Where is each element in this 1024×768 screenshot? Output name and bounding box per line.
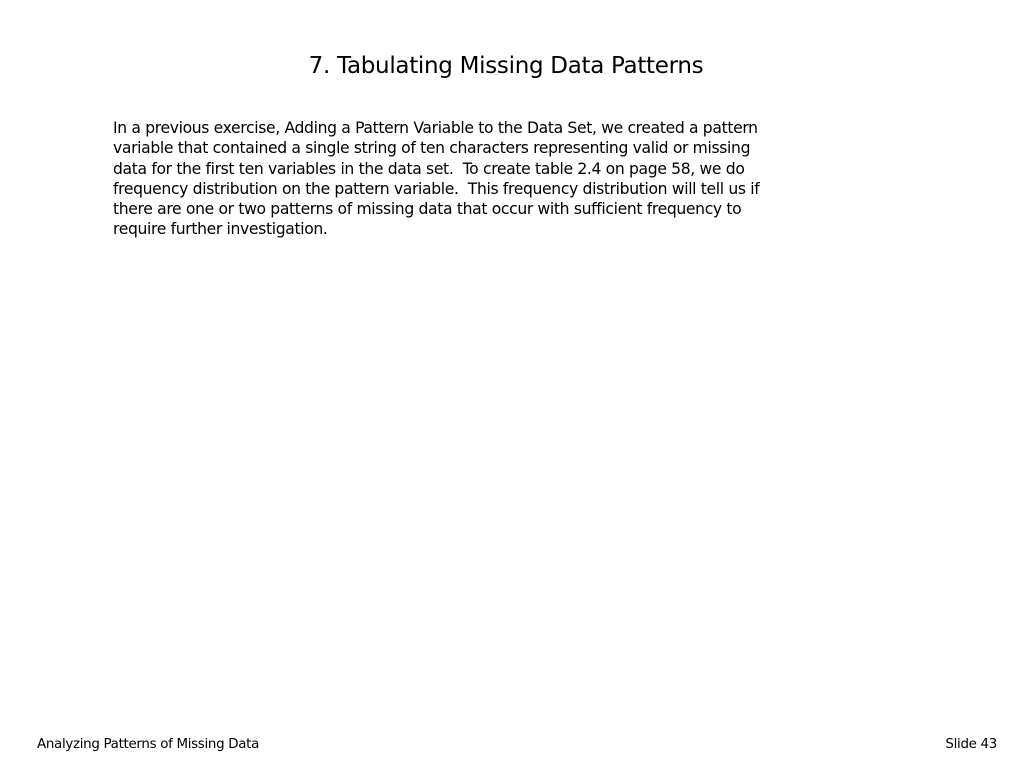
body-line: In a previous exercise, Adding a Pattern Variable to the Data Set, we created a pattern: [113, 119, 758, 137]
body-line: frequency distribution on the pattern variable. This frequency distribution will tell us if: [113, 179, 760, 198]
slide-title: 7. Tabulating Missing Data Patterns: [308, 53, 704, 79]
body-line: require further investigation.: [113, 220, 328, 239]
slide-body-paragraph: [113, 118, 923, 240]
body-line: data for the first ten variables in the data set. To create table 2.4 on page 58, we do: [113, 159, 745, 178]
body-line: variable that contained a single string of ten characters representing valid or missing: [113, 139, 751, 158]
footer-slide-number: Slide 43: [945, 737, 997, 752]
footer-presentation-title: Analyzing Patterns of Missing Data: [37, 737, 260, 752]
body-line: there are one or two patterns of missing data that occur with sufficient frequency to: [113, 200, 742, 219]
